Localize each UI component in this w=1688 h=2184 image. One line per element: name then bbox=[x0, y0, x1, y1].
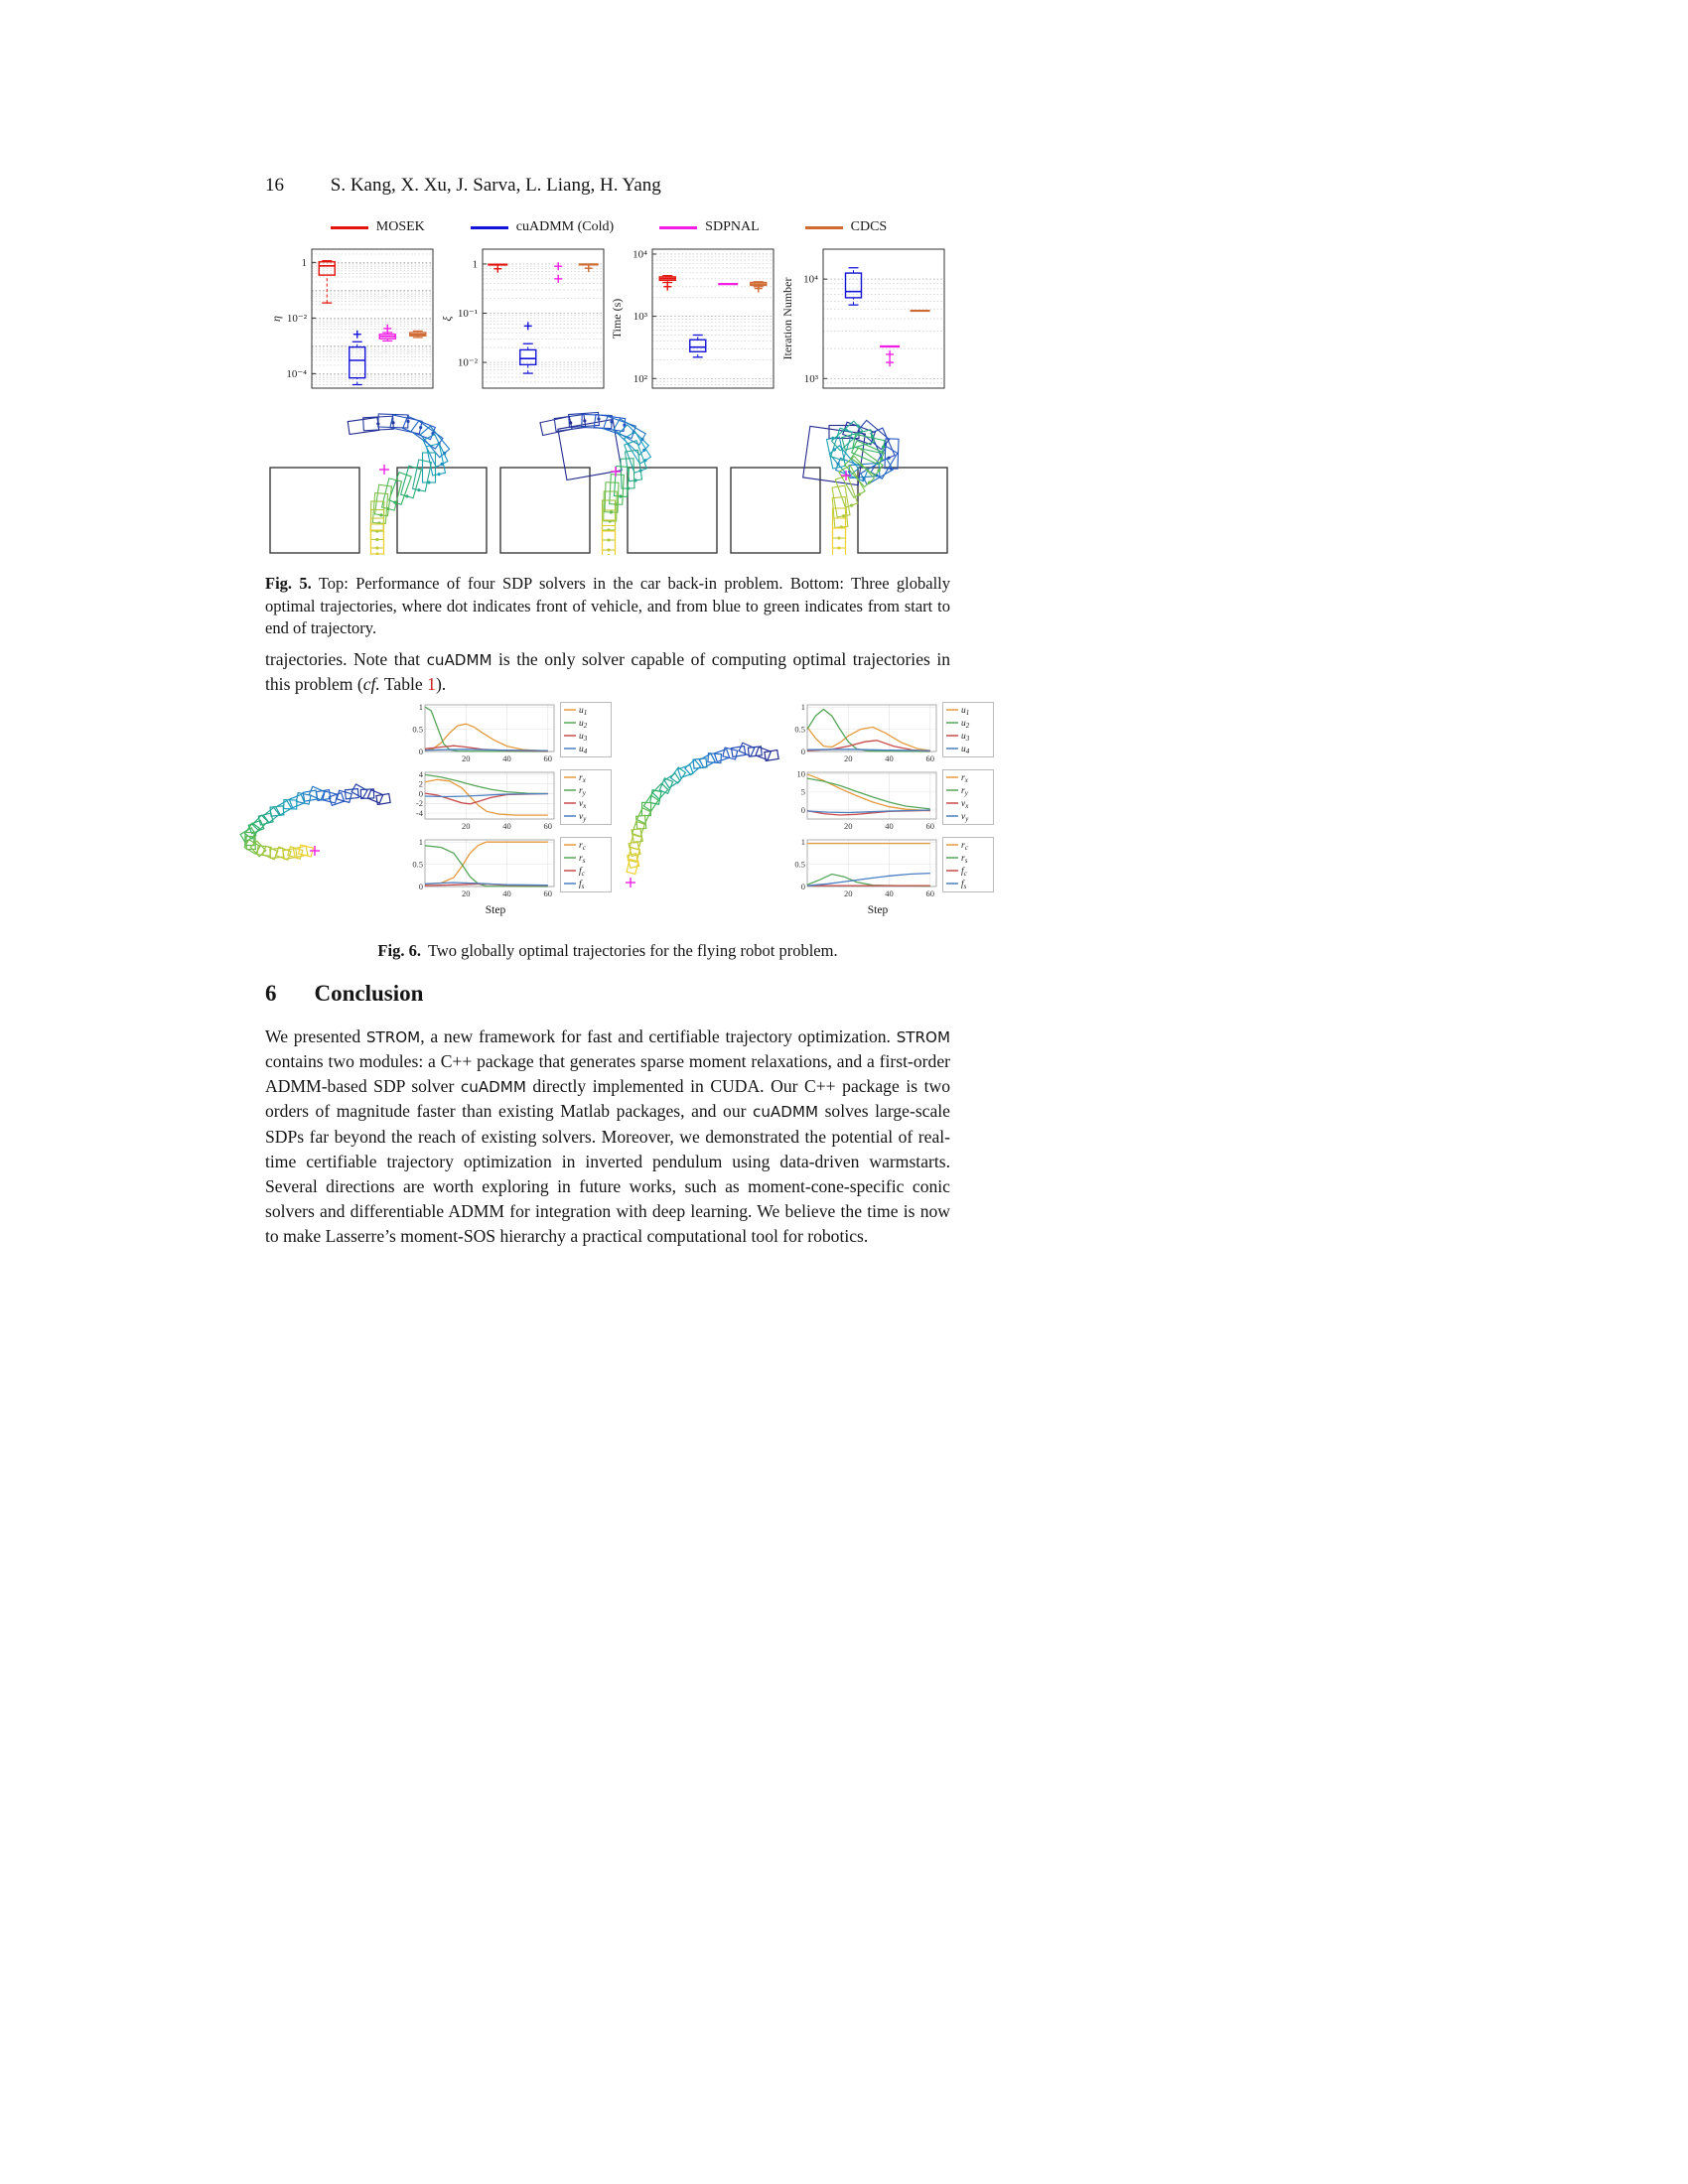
legend-line-swatch bbox=[805, 226, 843, 229]
svg-text:fc: $f_c$ bbox=[579, 867, 585, 878]
svg-text:10³: 10³ bbox=[803, 372, 818, 385]
fig6-legend-left-contacts bbox=[560, 837, 612, 892]
fig6-chart-row-left-states bbox=[407, 769, 612, 833]
fig5-caption bbox=[265, 573, 950, 640]
svg-text:0.5: 0.5 bbox=[412, 859, 423, 870]
figure-6 bbox=[0, 700, 1688, 943]
fig5-trajectory-row bbox=[268, 404, 949, 555]
text-run: contains two modules: a C++ package that generates sparse moment relaxations, and a first-order ADMM-based SDP solver bbox=[265, 1051, 950, 1097]
fig6-legend-right-contacts bbox=[942, 837, 994, 892]
svg-text:rc: $r_c$ bbox=[961, 841, 968, 852]
svg-text:1: 1 bbox=[800, 702, 805, 713]
svg-text:u4: $u_4$ bbox=[579, 745, 588, 755]
svg-text:20: 20 bbox=[462, 753, 471, 763]
legend-line-swatch bbox=[471, 226, 508, 229]
svg-text:10⁻²: 10⁻² bbox=[286, 312, 307, 325]
svg-text:rc: $r_c$ bbox=[579, 841, 586, 852]
fig6-legend-left-states bbox=[560, 769, 612, 825]
svg-text:ry: $r_y$ bbox=[579, 786, 586, 797]
svg-text:20: 20 bbox=[462, 888, 471, 898]
svg-text:40: 40 bbox=[502, 753, 511, 763]
svg-text:fc: $f_c$ bbox=[961, 867, 967, 878]
text-run: , a new framework for fast and certifiable trajectory optimization. bbox=[420, 1026, 897, 1046]
fig5-caption-text: Top: Performance of four SDP solvers in the car back-in problem. Bottom: Three globally optimal trajectories, where dot indicates front of vehicle, and from blue to green indicates from start to end of trajectory. bbox=[265, 574, 950, 638]
fig6-plot-left-controls bbox=[407, 702, 556, 765]
svg-text:40: 40 bbox=[502, 888, 511, 898]
text-run: ). bbox=[435, 674, 447, 695]
svg-text:-2: -2 bbox=[415, 798, 423, 809]
svg-text:u1: $u_1$ bbox=[579, 706, 588, 717]
running-authors: S. Kang, X. Xu, J. Sarva, L. Liang, H. Yang bbox=[330, 175, 661, 196]
svg-text:0: 0 bbox=[800, 804, 805, 815]
svg-text:rx: $r_x$ bbox=[579, 773, 586, 784]
svg-text:1: 1 bbox=[301, 256, 307, 269]
cuadmm-token: cuADMM bbox=[426, 651, 492, 669]
text-run: trajectories. Note that bbox=[265, 649, 427, 669]
fig6-plot-right-controls bbox=[789, 702, 938, 765]
text-run: Table bbox=[379, 674, 428, 695]
svg-text:ξ: ξ bbox=[439, 316, 454, 322]
svg-text:20: 20 bbox=[462, 821, 471, 831]
svg-text:40: 40 bbox=[885, 888, 894, 898]
fig6-chart-row-right-states bbox=[789, 769, 994, 833]
svg-text:10⁻¹: 10⁻¹ bbox=[457, 308, 478, 321]
legend-label: CDCS bbox=[850, 219, 888, 234]
svg-text:20: 20 bbox=[844, 888, 853, 898]
svg-text:u2: $u_2$ bbox=[579, 719, 588, 730]
svg-text:u3: $u_3$ bbox=[961, 732, 970, 743]
fig6-xlabel-right: Step bbox=[867, 904, 889, 916]
text-run: solves large-scale SDPs far beyond the reach of existing solvers. Moreover, we demonstrated the potential of real-time certifiable trajectory optimization in inverted pendulum using data-driven warmstarts. Several directions are worth exploring in future works, such as moment-cone-specific conic solvers and differentiable ADMM for integration with deep learning. We believe the time is now to make Lasserre’s moment-SOS hierarchy a practical computational tool for robotics. bbox=[265, 1101, 950, 1247]
fig5-legend-item-cdcs bbox=[805, 219, 888, 235]
svg-text:10⁻⁴: 10⁻⁴ bbox=[286, 367, 307, 380]
fig5-solver-legend bbox=[268, 219, 949, 235]
fig5-caption-label: Fig. 5. bbox=[265, 574, 312, 593]
cuadmm-token: cuADMM bbox=[753, 1103, 819, 1122]
svg-text:60: 60 bbox=[925, 888, 935, 898]
legend-label: MOSEK bbox=[375, 219, 425, 234]
svg-text:vx: $v_x$ bbox=[961, 799, 969, 810]
cuadmm-token: cuADMM bbox=[460, 1078, 526, 1097]
svg-text:60: 60 bbox=[543, 888, 553, 898]
svg-text:10⁴: 10⁴ bbox=[803, 273, 818, 286]
svg-text:10²: 10² bbox=[633, 372, 648, 385]
section-heading bbox=[265, 981, 423, 1007]
fig6-trajectory-left bbox=[222, 771, 391, 866]
fig6-plot-right-states bbox=[789, 769, 938, 833]
boxplot-xi bbox=[439, 241, 609, 398]
svg-text:10³: 10³ bbox=[633, 311, 648, 324]
svg-text:fs: $f_s$ bbox=[579, 880, 585, 890]
fig6-trajectory-right bbox=[613, 738, 781, 896]
fig6-chart-column-left bbox=[407, 702, 612, 916]
svg-text:20: 20 bbox=[844, 821, 853, 831]
svg-text:-4: -4 bbox=[415, 807, 423, 818]
fig5-legend-item-mosek bbox=[331, 219, 425, 235]
svg-text:20: 20 bbox=[844, 753, 853, 763]
svg-text:vx: $v_x$ bbox=[579, 799, 587, 810]
fig5-legend-item-cuadmm-cold- bbox=[471, 219, 614, 235]
text-run: directly implemented in CUDA. Our C++ package is two orders of magnitude faster than existing Matlab packages, and our bbox=[265, 1076, 950, 1122]
svg-text:10: 10 bbox=[796, 769, 805, 779]
svg-text:5: 5 bbox=[800, 786, 805, 797]
table-1-reference[interactable]: 1 bbox=[427, 674, 436, 695]
svg-text:1: 1 bbox=[418, 837, 423, 848]
svg-text:60: 60 bbox=[925, 753, 935, 763]
fig6-plot-left-states bbox=[407, 769, 556, 833]
svg-text:u4: $u_4$ bbox=[961, 745, 970, 755]
svg-text:1: 1 bbox=[472, 258, 478, 271]
fig6-caption bbox=[265, 940, 950, 963]
section-title: Conclusion bbox=[314, 981, 424, 1006]
svg-text:u2: $u_2$ bbox=[961, 719, 970, 730]
fig5-trajectory-panel-1 bbox=[268, 404, 489, 555]
svg-text:4: 4 bbox=[418, 769, 423, 779]
legend-label: cuADMM (Cold) bbox=[515, 219, 615, 234]
svg-text:η: η bbox=[269, 316, 283, 322]
fig6-chart-column-right bbox=[789, 702, 994, 916]
svg-text:60: 60 bbox=[543, 753, 553, 763]
fig6-caption-label: Fig. 6. bbox=[377, 941, 421, 960]
fig5-boxplot-row bbox=[268, 241, 949, 398]
fig6-legend-right-states bbox=[942, 769, 994, 825]
fig6-plot-left-contacts bbox=[407, 837, 556, 900]
svg-text:fs: $f_s$ bbox=[961, 880, 967, 890]
boxplot-time bbox=[609, 241, 778, 398]
svg-text:10⁻²: 10⁻² bbox=[457, 356, 478, 369]
section-number: 6 bbox=[265, 981, 277, 1006]
legend-label: SDPNAL bbox=[705, 219, 760, 234]
svg-text:Iteration Number: Iteration Number bbox=[779, 277, 794, 360]
fig6-legend-left-controls bbox=[560, 702, 612, 757]
paragraph-trajectories bbox=[265, 647, 950, 697]
svg-text:u3: $u_3$ bbox=[579, 732, 588, 743]
svg-text:vy: $v_y$ bbox=[961, 812, 969, 823]
boxplot-eta bbox=[268, 241, 438, 398]
svg-text:2: 2 bbox=[418, 778, 423, 789]
svg-text:0: 0 bbox=[418, 881, 423, 891]
strom-token: STROM bbox=[896, 1028, 950, 1046]
svg-text:rx: $r_x$ bbox=[961, 773, 968, 784]
fig5-trajectory-panel-3 bbox=[729, 404, 949, 555]
fig6-legend-right-controls bbox=[942, 702, 994, 757]
svg-text:0: 0 bbox=[418, 746, 423, 756]
svg-text:1: 1 bbox=[800, 837, 805, 848]
svg-text:40: 40 bbox=[885, 821, 894, 831]
svg-text:10⁴: 10⁴ bbox=[633, 248, 648, 261]
svg-text:ry: $r_y$ bbox=[961, 786, 968, 797]
legend-line-swatch bbox=[331, 226, 368, 229]
fig5-trajectory-panel-2 bbox=[498, 404, 719, 555]
svg-text:vy: $v_y$ bbox=[579, 812, 587, 823]
svg-text:0.5: 0.5 bbox=[794, 859, 805, 870]
svg-text:u1: $u_1$ bbox=[961, 706, 970, 717]
fig6-caption-text: Two globally optimal trajectories for the flying robot problem. bbox=[427, 941, 838, 960]
cf-token: cf. bbox=[362, 674, 380, 695]
fig6-xlabel-left: Step bbox=[485, 904, 506, 916]
svg-text:0: 0 bbox=[800, 746, 805, 756]
conclusion-paragraph bbox=[265, 1024, 950, 1249]
boxplot-iterations bbox=[779, 241, 949, 398]
strom-token: STROM bbox=[365, 1028, 421, 1046]
text-run: is the only solver capable of computing optimal trajectories in this problem ( bbox=[265, 649, 951, 695]
fig5-legend-item-sdpnal bbox=[659, 219, 759, 235]
svg-text:1: 1 bbox=[418, 702, 423, 713]
svg-text:0: 0 bbox=[800, 881, 805, 891]
fig6-chart-row-left-controls bbox=[407, 702, 612, 765]
svg-text:60: 60 bbox=[543, 821, 553, 831]
fig6-chart-row-right-controls bbox=[789, 702, 994, 765]
running-head bbox=[265, 175, 950, 197]
svg-text:60: 60 bbox=[925, 821, 935, 831]
page-number: 16 bbox=[265, 175, 284, 196]
svg-text:40: 40 bbox=[885, 753, 894, 763]
fig6-plot-right-contacts bbox=[789, 837, 938, 900]
svg-text:40: 40 bbox=[502, 821, 511, 831]
fig6-chart-row-left-contacts bbox=[407, 837, 612, 900]
legend-line-swatch bbox=[659, 226, 697, 229]
svg-text:rs: $r_s$ bbox=[579, 854, 586, 865]
text-run: We presented bbox=[265, 1026, 366, 1046]
svg-text:0.5: 0.5 bbox=[412, 724, 423, 735]
fig6-chart-row-right-contacts bbox=[789, 837, 994, 900]
svg-text:0.5: 0.5 bbox=[794, 724, 805, 735]
svg-text:Time (s): Time (s) bbox=[610, 298, 625, 340]
svg-text:0: 0 bbox=[418, 788, 423, 799]
svg-text:rs: $r_s$ bbox=[961, 854, 968, 865]
